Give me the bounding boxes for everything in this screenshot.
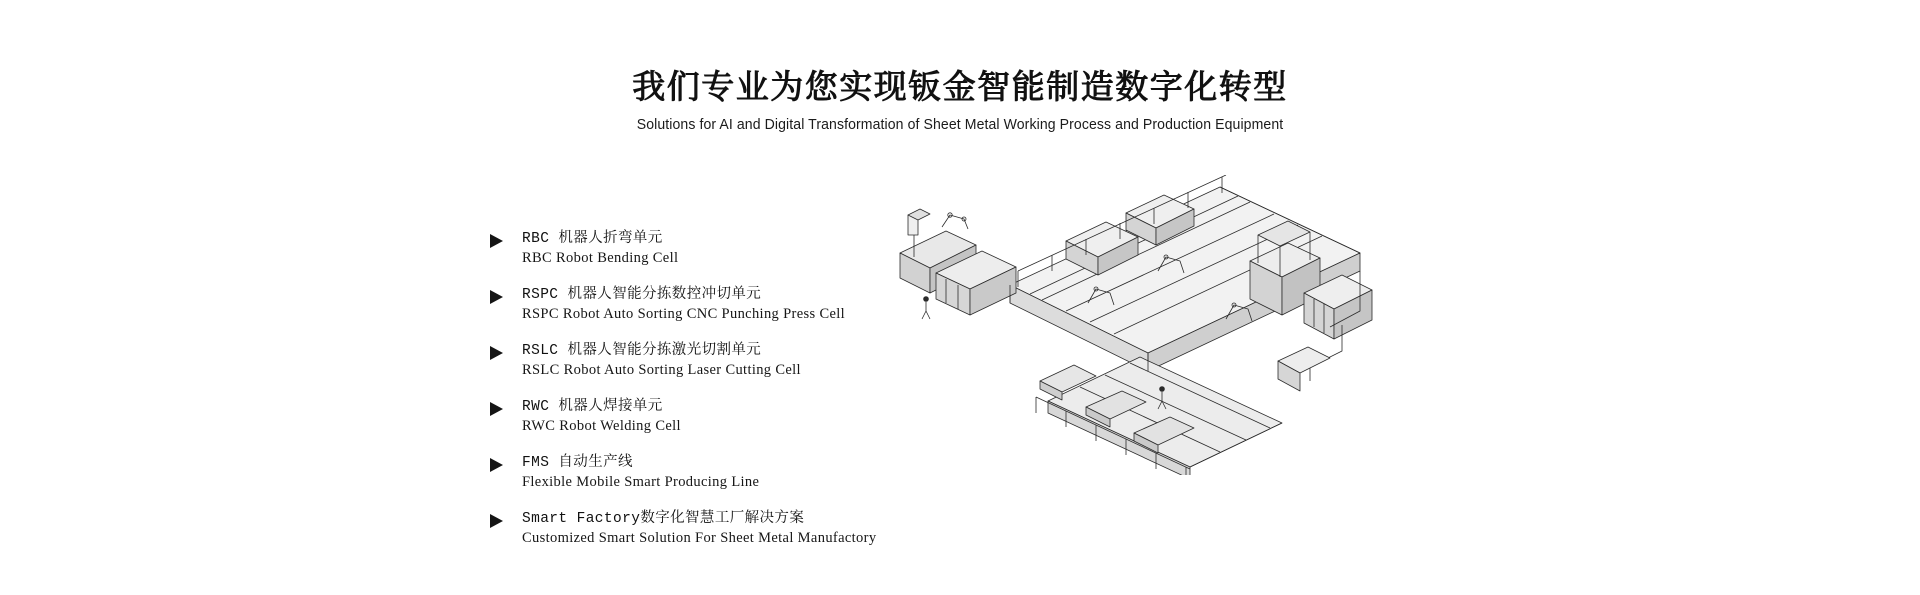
- list-item[interactable]: [490, 398, 920, 436]
- feature-label-cn: RSPC 机器人智能分拣数控冲切单元: [522, 286, 762, 303]
- feature-label-cn: RWC 机器人焊接单元: [522, 398, 663, 415]
- feature-label-cn: Smart Factory数字化智慧工厂解决方案: [522, 510, 805, 527]
- feature-label-en: Flexible Mobile Smart Producing Line: [522, 474, 760, 490]
- page-title: 我们专业为您实现钣金智能制造数字化转型: [632, 68, 1288, 105]
- list-item[interactable]: [490, 342, 920, 380]
- triangle-right-icon: [490, 458, 503, 472]
- heading-block: [0, 68, 1920, 133]
- factory-illustration: [890, 175, 1450, 475]
- triangle-right-icon: [490, 514, 503, 528]
- list-item[interactable]: [490, 454, 920, 492]
- triangle-right-icon: [490, 402, 503, 416]
- feature-label-cn: RSLC 机器人智能分拣激光切割单元: [522, 342, 762, 359]
- triangle-right-icon: [490, 234, 503, 248]
- page-subtitle: Solutions for AI and Digital Transformation of Sheet Metal Working Process and Production Equipment: [636, 116, 1284, 133]
- feature-label-en: RSLC Robot Auto Sorting Laser Cutting Cell: [522, 362, 801, 379]
- isometric-factory-line-drawing: [890, 175, 1450, 475]
- feature-label-cn: RBC 机器人折弯单元: [522, 231, 663, 247]
- list-item[interactable]: [490, 230, 920, 268]
- feature-label-en: RBC Robot Bending Cell: [522, 250, 679, 267]
- triangle-right-icon: [490, 290, 503, 304]
- triangle-right-icon: [490, 346, 503, 360]
- feature-label-cn: FMS 自动生产线: [522, 454, 633, 471]
- feature-label-en: RWC Robot Welding Cell: [522, 418, 681, 435]
- list-item[interactable]: [490, 286, 920, 324]
- feature-label-en: Customized Smart Solution For Sheet Metal Manufactory: [522, 529, 877, 546]
- feature-label-en: RSPC Robot Auto Sorting CNC Punching Press Cell: [522, 306, 846, 323]
- feature-list: [490, 230, 920, 566]
- list-item[interactable]: [490, 510, 920, 548]
